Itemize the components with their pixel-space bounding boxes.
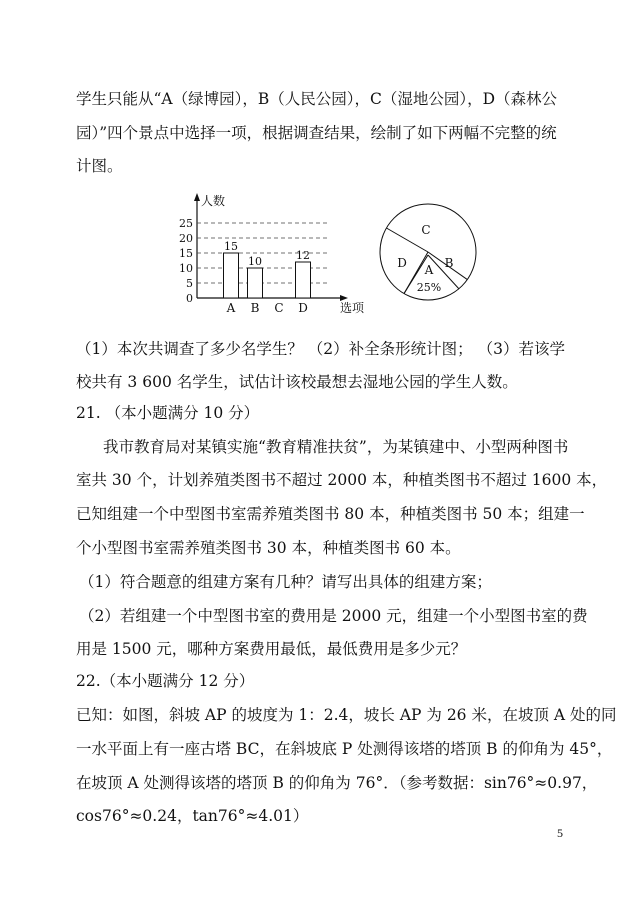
text-line-15: 已知：如图，斜坡 AP 的坡度为 1：2.4，坡长 AP 为 26 米，在坡顶 A 处的同 bbox=[76, 706, 617, 724]
charts-svg bbox=[170, 188, 510, 316]
text-line-1: 学生只能从“A（绿博园），B（人民公园），C（湿地公园），D（森林公 bbox=[76, 90, 558, 108]
y-tick-label: 25 bbox=[179, 217, 193, 230]
bar-value-label-A: 15 bbox=[224, 240, 238, 253]
category-label-A: A bbox=[226, 301, 236, 315]
text-line-9: 已知组建一个中型图书室需养殖类图书 80 本，种植类图书 50 本；组建一 bbox=[76, 505, 585, 523]
category-label-D: D bbox=[298, 301, 308, 315]
text-line-16: 一水平面上有一座古塔 BC，在斜坡底 P 处测得该塔的塔顶 B 的仰角为 45°， bbox=[76, 740, 613, 758]
text-line-18: cos76°≈0.24，tan76°≈4.01） bbox=[76, 807, 309, 825]
question-21-heading: 21. （本小题满分 10 分） bbox=[76, 404, 260, 422]
bar-A bbox=[224, 253, 239, 298]
text-line-13: 用是 1500 元，哪种方案费用最低，最低费用是多少元？ bbox=[76, 640, 467, 658]
pie-label-C: C bbox=[421, 223, 431, 237]
bar-value-label-D: 12 bbox=[296, 249, 310, 262]
statistics-figure bbox=[170, 188, 510, 316]
bar-value-label-B: 10 bbox=[248, 255, 262, 268]
text-line-11: （1）符合题意的组建方案有几种？请写出具体的组建方案； bbox=[79, 573, 492, 591]
text-line-4: （1）本次共调查了多少名学生？ （2）补全条形统计图； （3）若该学 bbox=[76, 340, 565, 358]
pie-label-D: D bbox=[397, 256, 407, 270]
text-line-17: 在坡顶 A 处测得该塔的塔顶 B 的仰角为 76°．（参考数据：sin76°≈0.97， bbox=[76, 774, 598, 792]
category-label-B: B bbox=[250, 301, 260, 315]
y-tick-label: 10 bbox=[179, 262, 193, 275]
bar-D bbox=[296, 262, 311, 298]
pie-percent-label-A: 25% bbox=[416, 281, 442, 294]
x-axis-label: 选项 bbox=[340, 301, 365, 315]
pie-label-B: B bbox=[444, 256, 454, 270]
y-tick-label: 0 bbox=[186, 292, 193, 305]
bar-chart bbox=[179, 193, 365, 315]
question-22-heading: 22.（本小题满分 12 分） bbox=[76, 672, 255, 690]
y-tick-label: 20 bbox=[179, 232, 193, 245]
text-line-3: 计图。 bbox=[76, 157, 123, 175]
pie-chart bbox=[380, 204, 476, 300]
text-line-8: 室共 30 个，计划养殖类图书不超过 2000 本，种植类图书不超过 1600 本， bbox=[76, 471, 608, 489]
bar-B bbox=[248, 268, 263, 298]
page-number: 5 bbox=[557, 826, 563, 840]
text-line-7: 我市教育局对某镇实施“教育精准扶贫”，为某镇建中、小型两种图书 bbox=[103, 438, 569, 456]
y-axis-label: 人数 bbox=[201, 194, 226, 208]
text-line-2: 园）”四个景点中选择一项，根据调查结果，绘制了如下两幅不完整的统 bbox=[76, 124, 557, 142]
y-tick-label: 15 bbox=[179, 247, 193, 260]
text-line-5: 校共有 3 600 名学生，试估计该校最想去湿地公园的学生人数。 bbox=[76, 373, 518, 391]
category-label-C: C bbox=[274, 301, 284, 315]
y-axis-arrow bbox=[194, 193, 200, 201]
text-line-12: （2）若组建一个中型图书室的费用是 2000 元，组建一个小型图书室的费 bbox=[79, 607, 588, 625]
pie-label-A: A bbox=[424, 263, 434, 277]
y-tick-label: 5 bbox=[186, 277, 193, 290]
text-line-10: 个小型图书室需养殖类图书 30 本，种植类图书 60 本。 bbox=[76, 539, 461, 557]
